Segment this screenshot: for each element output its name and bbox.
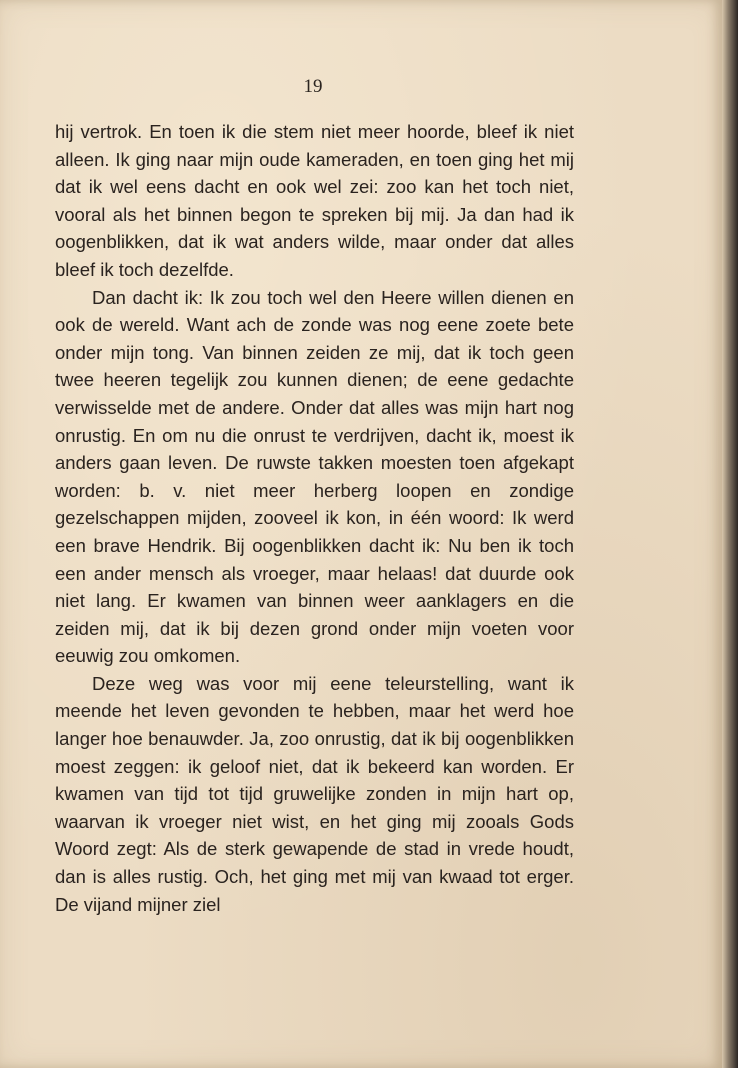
page-number: 19 — [303, 76, 323, 97]
body-text — [55, 118, 574, 918]
paragraph-3: Deze weg was voor mij eene teleurstelling, want ik meende het leven gevonden te hebben, maar het werd hoe langer hoe benauwder. Ja, zoo onrustig, dat ik bij oogenblikken moest zeggen: ik geloof niet, dat ik bekeerd kan worden. Er kwamen van tijd tot tijd gruwelijke zonden in mijn hart op, waarvan ik vroeger niet wist, en het ging mij zooals Gods Woord zegt: Als de sterk gewapende de stad in vrede houdt, dan is alles rustig. Och, het ging met mij van kwaad tot erger. De vijand mijner ziel — [55, 672, 574, 915]
page-edge — [722, 0, 738, 1068]
paragraph-1: hij vertrok. En toen ik die stem niet meer hoorde, bleef ik niet alleen. Ik ging naar mijn oude kameraden, en toen ging het mij dat ik wel eens dacht en ook wel zei: zoo kan het toch niet, vooral als het binnen begon te spreken bij mij. Ja dan had ik oogenblikken, dat ik wat anders wilde, maar onder dat alles bleef ik toch dezelfde. — [55, 121, 574, 280]
paragraph-2: Dan dacht ik: Ik zou toch wel den Heere willen dienen en ook de wereld. Want ach de zonde was nog eene zoete bete onder mijn tong. Van binnen zeiden ze mij, dat ik toch geen twee heeren tegelijk zou kunnen dienen; de eene gedachte verwisselde met de andere. Onder dat alles was mijn hart nog onrustig. En om nu die onrust te verdrijven, dacht ik, moest ik anders gaan leven. De ruwste takken moesten toen afgekapt worden: b. v. niet meer herberg loopen en zondige gezelschappen mijden, zooveel ik kon, in één woord: Ik werd een brave Hendrik. Bij oogenblikken dacht ik: Nu ben ik toch een ander mensch als vroeger, maar helaas! dat duurde ook niet lang. Er kwamen van binnen weer aanklagers en die zeiden mij, dat ik bij dezen grond onder mijn voeten voor eeuwig zou omkomen. — [55, 286, 574, 667]
